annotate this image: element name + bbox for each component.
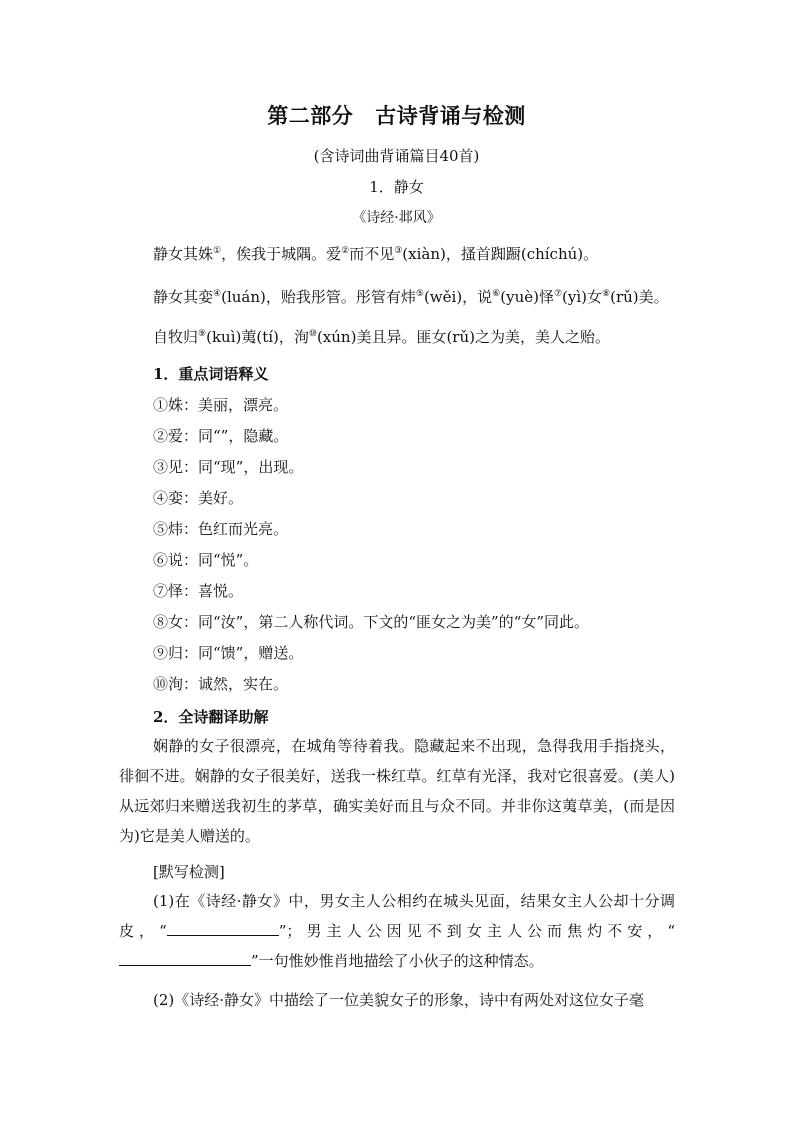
part-label: 第二部分 — [267, 103, 354, 128]
glossary-item: ⑤炜：色红而光亮。 — [153, 520, 289, 538]
section-title: 古诗背诵与检测 — [375, 103, 526, 128]
poem-source: 《诗经·邶风》 — [352, 210, 441, 226]
poem-line-1: 静女其姝①，俟我于城隅。爱②而不见③(xiàn)，搔首踟蹰(chíchú)。 — [153, 245, 599, 263]
page-subtitle: (含诗词曲背诵篇目40首) — [313, 147, 480, 165]
glossary-item: ①姝：美丽，漂亮。 — [153, 396, 289, 414]
poem-line-3: 自牧归⑨(kuì)荑(tí)，洵⑩(xún)美且异。匪女(rǔ)之为美，美人之贻。 — [153, 328, 610, 346]
exercise-question-1: (1)在《诗经·静女》中，男女主人公相约在城头见面，结果女主人公却十分调皮，“ ”；男主人公因见不到女主人公而焦灼不安，“”一句惟妙惟肖地描绘了小伙子的这种情态。 — [119, 892, 675, 970]
glossary-item: ⑩洵：诚然，实在。 — [153, 675, 289, 693]
glossary-item: ⑧女：同“汝”，第二人称代词。下文的“匪女之为美”的“女”同此。 — [153, 613, 590, 631]
answer-blank-1[interactable] — [167, 921, 279, 936]
glossary-item: ④娈：美好。 — [153, 489, 244, 507]
glossary-item: ⑨归：同“馈”，赠送。 — [153, 644, 304, 662]
poem-line-2: 静女其娈④(luán)，贻我彤管。彤管有炜⑤(wěi)，说⑥(yuè)怿⑦(yì)女⑧(rǔ)美。 — [153, 288, 669, 306]
translation-heading: 2．全诗翻译助解 — [153, 708, 269, 726]
glossary-item: ②爱：同“”，隐藏。 — [153, 427, 289, 445]
glossary-item: ③见：同“现”，出现。 — [153, 458, 304, 476]
poem-title: 1．静女 — [369, 178, 424, 196]
translation-paragraph: 娴静的女子很漂亮，在城角等待着我。隐藏起来不出现，急得我用手指挠头，徘徊不进。娴静的女子很美好，送我一株红草。红草有光泽，我对它很喜爱。(美人)从远郊归来赠送我初生的茅草，确实美好而且与众不同。并非你这荑草美，(而是因为)它是美人赠送的。 — [119, 737, 675, 845]
glossary-heading: 1．重点词语释义 — [153, 365, 269, 383]
exercise-heading: [默写检测] — [153, 863, 225, 881]
exercise-question-2: (2)《诗经·静女》中描绘了一位美貌女子的形象，诗中有两处对这位女子毫 — [153, 991, 645, 1009]
answer-blank-2[interactable] — [119, 951, 251, 966]
page-title — [0, 100, 793, 130]
glossary-item: ⑥说：同“悦”。 — [153, 551, 259, 569]
glossary-item: ⑦怿：喜悦。 — [153, 582, 244, 600]
